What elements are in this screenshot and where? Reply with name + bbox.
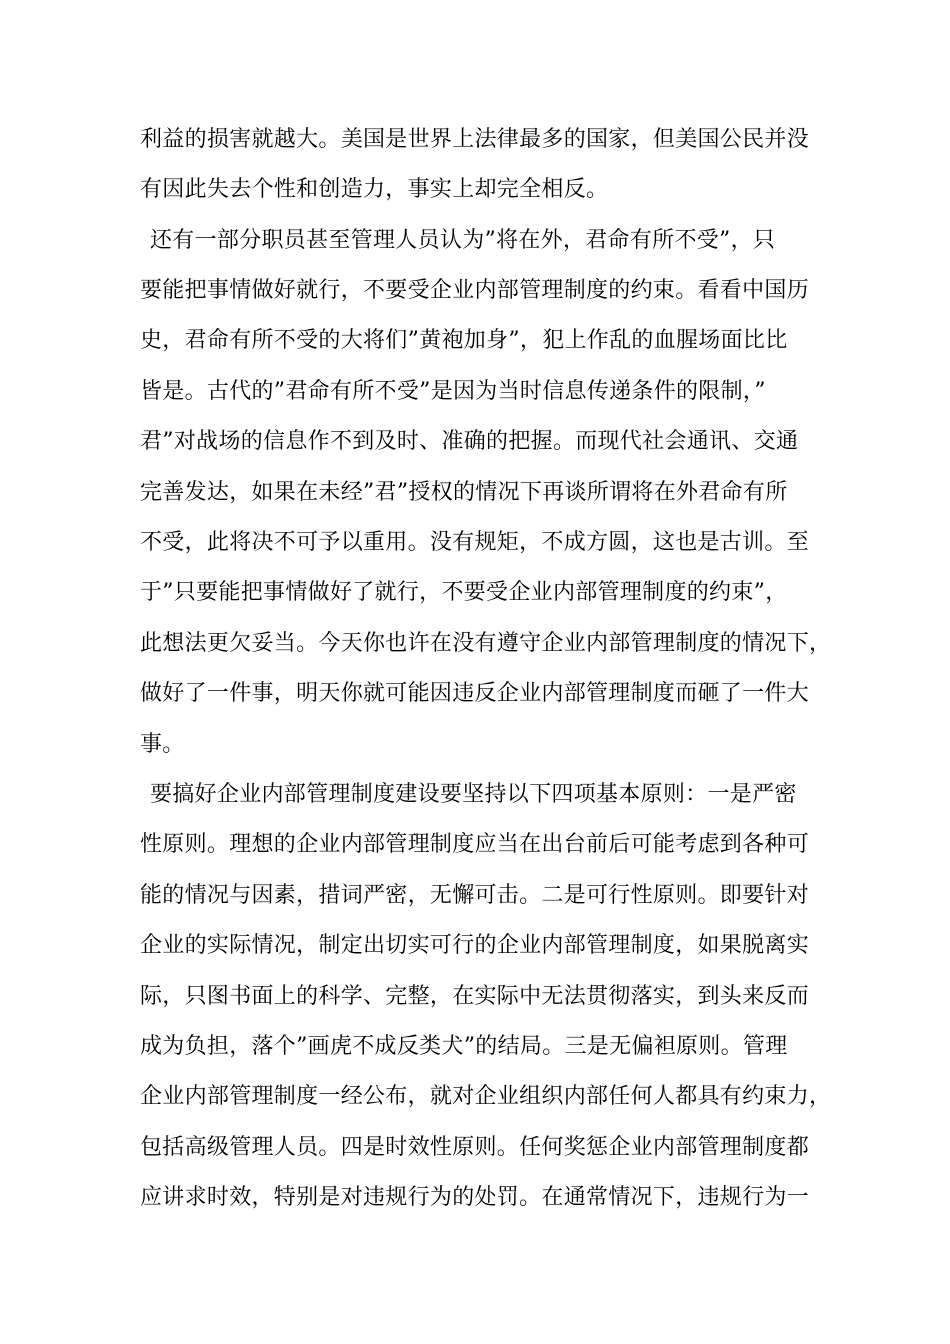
text-line: 企业的实际情况，制定出切实可行的企业内部管理制度，如果脱离实	[140, 933, 810, 958]
text-line: 做好了一件事，明天你就可能因违反企业内部管理制度而砸了一件大	[140, 681, 810, 706]
text-line: 此想法更欠妥当。今天你也许在没有遵守企业内部管理制度的情况下，	[140, 631, 832, 656]
text-line: 能的情况与因素，措词严密，无懈可击。二是可行性原则。即要针对	[140, 883, 810, 908]
text-line: 有因此失去个性和创造力，事实上却完全相反。	[140, 177, 609, 202]
text-line: 史，君命有所不受的大将们”黄袍加身”，犯上作乱的血腥场面比比	[140, 328, 788, 353]
text-line: 包括高级管理人员。四是时效性原则。任何奖惩企业内部管理制度都	[140, 1135, 810, 1160]
text-line: 君”对战场的信息作不到及时、准确的把握。而现代社会通讯、交通	[140, 429, 799, 454]
text-line: 事。	[140, 732, 185, 757]
text-line: 不受，此将决不可予以重用。没有规矩，不成方圆，这也是古训。至	[140, 530, 810, 555]
text-line: 性原则。理想的企业内部管理制度应当在出台前后可能考虑到各种可	[140, 832, 810, 857]
text-line: 利益的损害就越大。美国是世界上法律最多的国家，但美国公民并没	[140, 127, 810, 152]
text-line: 皆是。古代的”君命有所不受”是因为当时信息传递条件的限制，”	[140, 379, 766, 404]
text-line: 企业内部管理制度一经公布，就对企业组织内部任何人都具有约束力，	[140, 1084, 832, 1109]
paragraph-start-line: 还有一部分职员甚至管理人员认为”将在外，君命有所不受”，只	[150, 228, 776, 253]
text-line: 要能把事情做好就行，不要受企业内部管理制度的约束。看看中国历	[140, 278, 810, 303]
text-line: 际，只图书面上的科学、完整，在实际中无法贯彻落实，到头来反而	[140, 984, 810, 1009]
text-line: 应讲求时效，特别是对违规行为的处罚。在通常情况下，违规行为一	[140, 1185, 810, 1210]
text-line: 于”只要能把事情做好了就行，不要受企业内部管理制度的约束”，	[140, 580, 788, 605]
text-line: 成为负担，落个”画虎不成反类犬”的结局。三是无偏袒原则。管理	[140, 1034, 788, 1059]
text-line: 完善发达，如果在未经”君”授权的情况下再谈所谓将在外君命有所	[140, 480, 788, 505]
paragraph-start-line: 要搞好企业内部管理制度建设要坚持以下四项基本原则：一是严密	[150, 782, 797, 807]
